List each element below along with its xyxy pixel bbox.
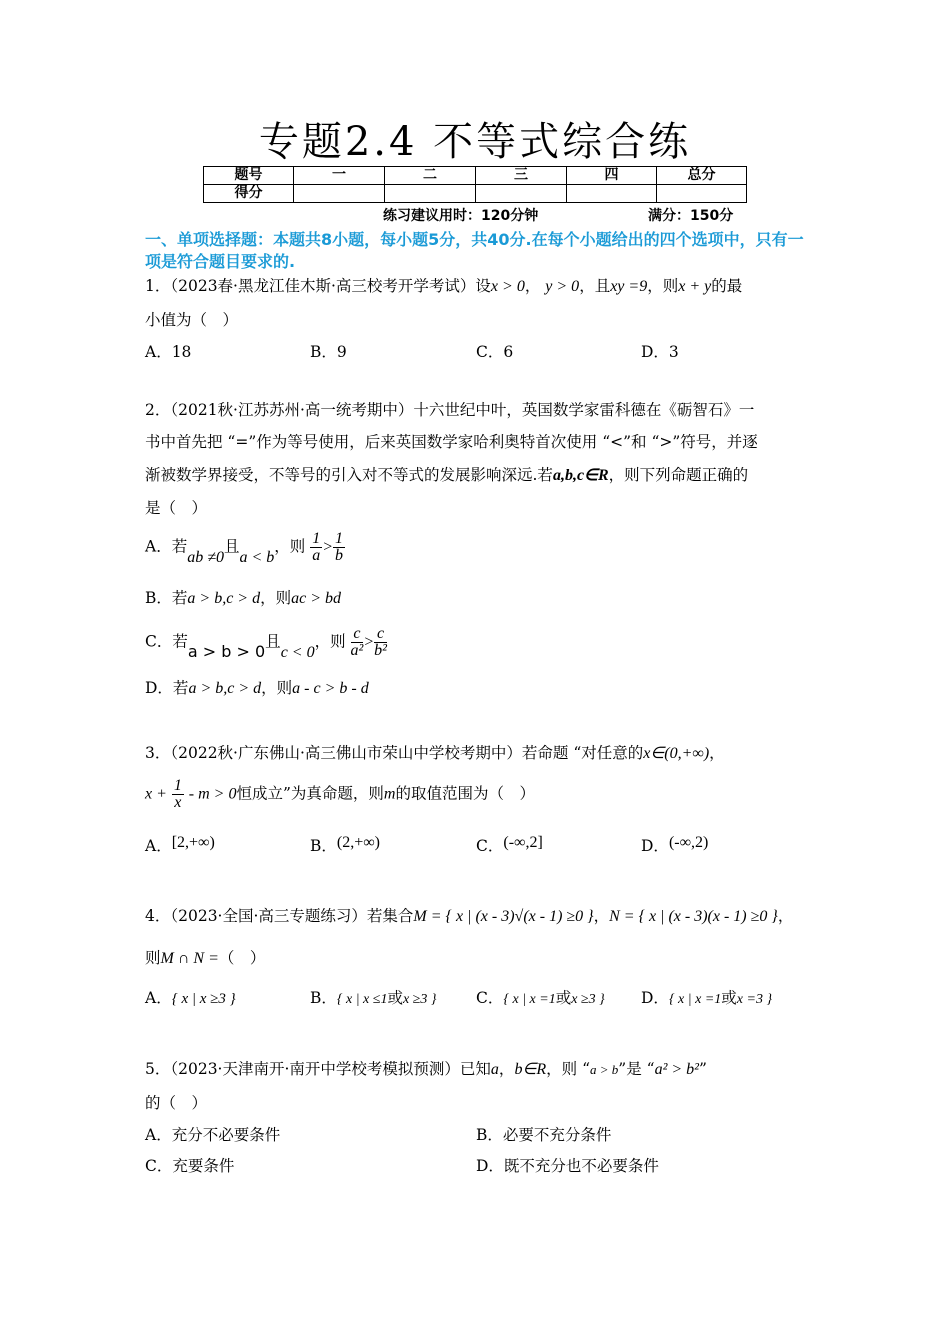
text: 或 <box>721 989 737 1007</box>
text: ， <box>498 1060 515 1078</box>
text: A． <box>145 989 172 1007</box>
text: C． <box>476 837 504 855</box>
text: ， <box>777 907 794 925</box>
text: ， <box>524 277 541 295</box>
denominator: b <box>335 547 344 564</box>
text: 且 <box>223 537 240 556</box>
math: a² > b² <box>654 1061 699 1078</box>
text: ”是 “ <box>618 1060 655 1078</box>
q4-option-b[interactable] <box>310 988 436 1010</box>
math: m <box>383 785 396 803</box>
table-cell: 总分 <box>657 167 747 185</box>
math: a <box>490 1061 499 1078</box>
math: { x | x =1 <box>503 992 556 1007</box>
text: ，则 <box>314 632 346 651</box>
math: x + <box>145 785 167 803</box>
suggested-time: 练习建议用时：120分钟 <box>383 208 539 224</box>
text: ，则 <box>261 679 293 697</box>
math: { x | x ≤1 <box>336 992 388 1007</box>
math: > <box>363 633 375 651</box>
text: ，则 <box>260 589 292 607</box>
math: x ≥3 } <box>402 992 437 1007</box>
math: N = { x | (x - 3)(x - 1) ≥0 } <box>609 908 778 925</box>
math: x + y <box>678 278 712 295</box>
table-row <box>204 167 747 185</box>
math: M ∩ N = <box>160 950 219 967</box>
question-4-line-1 <box>145 906 793 927</box>
q3-option-b[interactable] <box>310 836 380 857</box>
q1-text: 1．（2023春·黑龙江佳木斯·高三校考开学考试）设 <box>145 277 491 295</box>
math: x ≥3 } <box>571 992 605 1007</box>
table-cell <box>476 185 567 203</box>
text: 的取值范围为（ ） <box>395 784 535 803</box>
q1-option-a[interactable]: A．18 <box>145 343 192 361</box>
q3-option-a[interactable] <box>145 836 215 857</box>
math: xy =9 <box>610 278 648 295</box>
fraction <box>172 778 184 811</box>
text: C． <box>476 989 504 1007</box>
numerator: 1 <box>335 530 344 547</box>
question-5-line-1 <box>145 1059 707 1080</box>
fraction <box>333 531 345 564</box>
text: D． <box>641 989 669 1007</box>
text: ， <box>593 907 610 925</box>
text: 4．（2023·全国·高三专题练习）若集合 <box>145 907 414 925</box>
math: a > b <box>590 1062 619 1077</box>
math: x =3 } <box>736 992 773 1007</box>
table-cell: 得分 <box>204 185 294 203</box>
text: ，则 “ <box>546 1060 591 1078</box>
question-2-line-1: 2．（2021秋·江苏苏州·高一统考期中）十六世纪中叶，英国数学家雷科德在《砺智石》一 <box>145 401 755 419</box>
numerator: c <box>374 626 387 643</box>
question-1-line-2: 小值为（ ） <box>145 311 239 329</box>
math: { x | x ≥3 } <box>171 991 236 1007</box>
text: D． <box>641 837 669 855</box>
q4-option-d[interactable] <box>641 988 772 1010</box>
fraction <box>374 626 387 659</box>
question-2-line-4: 是（ ） <box>145 499 208 517</box>
text: C．若 <box>145 632 188 651</box>
text: ” <box>698 1060 707 1078</box>
text: 渐被数学界接受，不等号的引入对不等式的发展影响深远.若 <box>145 466 553 484</box>
math: > <box>322 538 334 556</box>
math: c < 0 <box>280 643 315 661</box>
question-2-line-3 <box>145 465 748 486</box>
full-score: 满分：150分 <box>648 208 734 224</box>
text: （ ） <box>218 949 266 967</box>
math: M = { x | (x - 3)√(x - 1) ≥0 } <box>413 908 594 925</box>
text: A． <box>145 837 172 855</box>
math: { x | x =1 <box>668 992 722 1007</box>
text: ，则 <box>647 277 679 295</box>
math: ab ≠0 <box>187 548 224 566</box>
question-2-line-2: 书中首先把 “=”作为等号使用，后来英国数学家哈利奥特首次使用 “<”和 “>”符号，并逐 <box>145 433 758 451</box>
math: x∈(0,+∞) <box>643 745 710 762</box>
table-cell <box>657 185 747 203</box>
q3-option-d[interactable] <box>641 836 708 857</box>
denominator: b² <box>374 642 387 659</box>
q5-option-a[interactable]: A．充分不必要条件 <box>145 1126 281 1144</box>
text: B． <box>310 837 337 855</box>
denominator: x <box>174 794 182 811</box>
q1-option-c[interactable]: C．6 <box>476 343 514 361</box>
question-1-line-1 <box>145 276 742 297</box>
math: a > b > 0 <box>187 641 266 661</box>
text: 或 <box>387 989 403 1007</box>
q5-option-c[interactable]: C．充要条件 <box>145 1157 235 1175</box>
q2-option-d[interactable] <box>145 678 369 699</box>
denominator: a <box>312 547 321 564</box>
page-title: 专题2.4 不等式综合练 <box>258 119 692 165</box>
math: a,b,c∈R <box>552 467 609 484</box>
math: a < b <box>239 548 275 566</box>
text: B． <box>310 989 337 1007</box>
text: ，且 <box>579 277 611 295</box>
section-heading: 一、单项选择题：本题共8小题，每小题5分，共40分.在每个小题给出的四个选项中，只有一项是符合题目要求的. <box>145 230 804 271</box>
math: [2,+∞) <box>171 834 215 851</box>
text: ，则 <box>274 537 306 556</box>
question-3-line-2 <box>145 778 535 811</box>
score-table <box>203 166 747 203</box>
math: x > 0 <box>490 278 525 295</box>
text: 则 <box>145 949 161 967</box>
math: a > b,c > d <box>187 590 261 607</box>
numerator: 1 <box>173 777 182 794</box>
q4-option-c[interactable] <box>476 988 605 1010</box>
math: (2,+∞) <box>336 834 380 851</box>
q2-option-c[interactable] <box>145 626 387 659</box>
table-cell: 一 <box>294 167 385 185</box>
fraction <box>310 531 322 564</box>
numerator: 1 <box>312 530 321 547</box>
question-5-line-2: 的（ ） <box>145 1094 208 1112</box>
table-row <box>204 185 747 203</box>
table-cell: 三 <box>476 167 567 185</box>
math: (-∞,2) <box>668 834 709 851</box>
text: ， <box>709 744 725 762</box>
math: y > 0 <box>545 278 580 295</box>
table-cell: 二 <box>385 167 476 185</box>
text: 3．（2022秋·广东佛山·高三佛山市荣山中学校考期中）若命题 “对任意的 <box>145 744 644 762</box>
q1-option-b[interactable]: B．9 <box>310 343 347 361</box>
table-cell <box>385 185 476 203</box>
text: 5．（2023·天津南开·南开中学校考模拟预测）已知 <box>145 1060 491 1078</box>
text: D．若 <box>145 679 189 697</box>
math: a - c > b - d <box>292 680 369 697</box>
q2-option-b[interactable] <box>145 588 341 609</box>
text: 或 <box>555 989 572 1007</box>
text: 恒成立”为真命题，则 <box>236 784 384 803</box>
text: B．若 <box>145 589 188 607</box>
fraction <box>351 626 364 659</box>
numerator: c <box>351 626 364 643</box>
math: a > b,c > d <box>188 680 262 697</box>
q1-option-d[interactable]: D．3 <box>641 343 679 361</box>
q4-option-a[interactable] <box>145 988 236 1009</box>
math: (-∞,2] <box>503 834 543 851</box>
question-4-line-2 <box>145 948 265 969</box>
denominator: a² <box>350 642 364 659</box>
table-cell: 四 <box>567 167 657 185</box>
question-3-line-1 <box>145 743 725 764</box>
q2-option-a[interactable] <box>145 531 345 564</box>
text: 且 <box>265 632 281 651</box>
table-cell <box>294 185 385 203</box>
math: - m > 0 <box>188 785 237 803</box>
q5-option-d[interactable]: D．既不充分也不必要条件 <box>476 1157 659 1175</box>
q5-option-b[interactable]: B．必要不充分条件 <box>476 1126 612 1144</box>
math: b∈R <box>514 1061 547 1078</box>
text: 的最 <box>711 277 743 295</box>
text: ，则下列命题正确的 <box>608 466 749 484</box>
table-cell <box>567 185 657 203</box>
text: A．若 <box>145 537 188 556</box>
math: ac > bd <box>291 590 342 607</box>
table-cell: 题号 <box>204 167 294 185</box>
q3-option-c[interactable] <box>476 836 543 857</box>
